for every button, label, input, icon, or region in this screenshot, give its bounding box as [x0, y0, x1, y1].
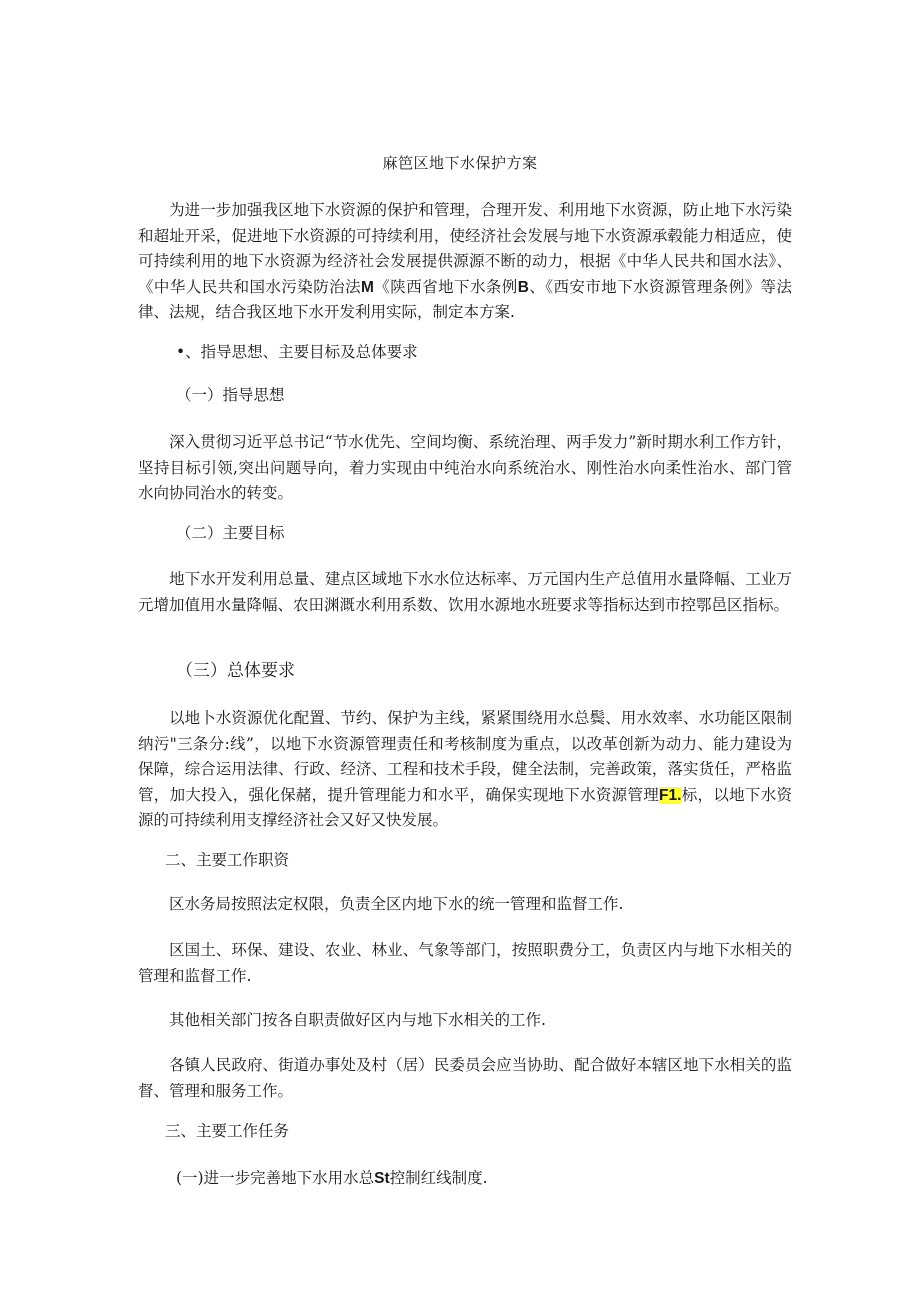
section2-p2	[138, 938, 792, 989]
sub1-text: 深入贯彻习近平总书记“节水优先、空间均衡、系统治理、两手发力”新时期水利工作方针，坚持目标引领,突出问题导向，着力实现由中纯治水向系统治水、刚性治水向柔性治水、部门管水向协同治水的转变。	[138, 433, 792, 502]
highlighted-text: F1.	[659, 786, 682, 804]
section2-p3	[138, 1008, 792, 1034]
section2-p1-text: 区水务局按照法定权限，负责全区内地下水的统一管理和监督工作.	[169, 895, 624, 913]
section2-p1	[138, 892, 792, 918]
intro-text-2: 《陕西省地下水条例	[373, 277, 518, 296]
intro-mark-2: B	[517, 278, 529, 296]
section2-p4	[138, 1053, 792, 1104]
section3-heading: 三、主要工作任务	[165, 1122, 290, 1140]
section2-p4-text: 各镇人民政府、街道办事处及村（居）民委员会应当协助、配合做好本辖区地下水相关的监督、管理和服务工作。	[138, 1056, 792, 1100]
intro-text-3: 、《西安市地下水资源管理条例》等法律、法规，结合我区地下水开发利用实际，制定本方案.	[138, 277, 792, 321]
intro-paragraph	[138, 198, 792, 326]
intro-mark-1: M	[361, 278, 374, 296]
sub1-heading: （一）指导思想	[176, 386, 285, 404]
section2-p3-text: 其他相关部门按各自职责做好区内与地下水相关的工作.	[169, 1011, 546, 1029]
sub2-text: 地下水开发利用总量、建点区域地下水水位达标率、万元国内生产总值用水量降幅、工业万元增加值用水量降幅、农田渊溉水利用系数、饮用水源地水班要求等指标达到市控鄂邑区指标。	[138, 570, 792, 614]
section3-item1-text-2: 控制红线制度.	[389, 1169, 488, 1187]
sub1-paragraph	[138, 430, 792, 507]
sub3-paragraph	[138, 706, 792, 834]
sub3-text-2: 标，以地下水资源的可持续利用支撑经济社会又好又快发展。	[138, 785, 792, 829]
document-title: 麻笆区地下水保护方案	[382, 154, 538, 172]
section1-heading: •、指导思想、主要目标及总体要求	[176, 343, 418, 361]
section3-item1	[176, 1166, 488, 1191]
section2-p2-text: 区国土、环保、建设、农业、林业、气象等部门，按照职费分工，负责区内与地下水相关的管理和监督工作.	[138, 941, 792, 985]
section2-heading: 二、主要工作职资	[165, 851, 290, 869]
sub3-heading: （三）总体要求	[176, 661, 295, 681]
sub3-text-1: 以地卜水资源优化配置、节约、保护为主线，紧紧围绕用水总鬓、用水效率、水功能区限制纳污"三条分:线”，以地下水资源管理责任和考核制度为重点，以改革创新为动力、能力建设为保障，综合运用法律、行政、经济、工程和技术手段，健全法制，完善政策，落实货任，严格监管，加大投入，强化保赭，提升管理能力和水平，确保实现地下水资源管理	[138, 709, 792, 804]
intro-text-1: 为进一步加强我区地下水资源的保护和管理，合理开发、利用地下水资源，防止地下水污染和超址开采，促进地下水资源的可持续利用，使经济社会发展与地下水资源承毂能力相适应，使可持续利用的地下水资源为经济社会发展提供源源不断的动力，根据《中华人民共和国水法》、《中华人民共和国水污染防治法	[138, 201, 792, 296]
sub2-paragraph	[138, 567, 792, 618]
section3-item1-mark: St	[374, 1170, 390, 1187]
sub2-heading: （二）主要目标	[176, 524, 285, 542]
section3-item1-text-1: (一)进一步完善地下水用水总	[176, 1169, 375, 1187]
